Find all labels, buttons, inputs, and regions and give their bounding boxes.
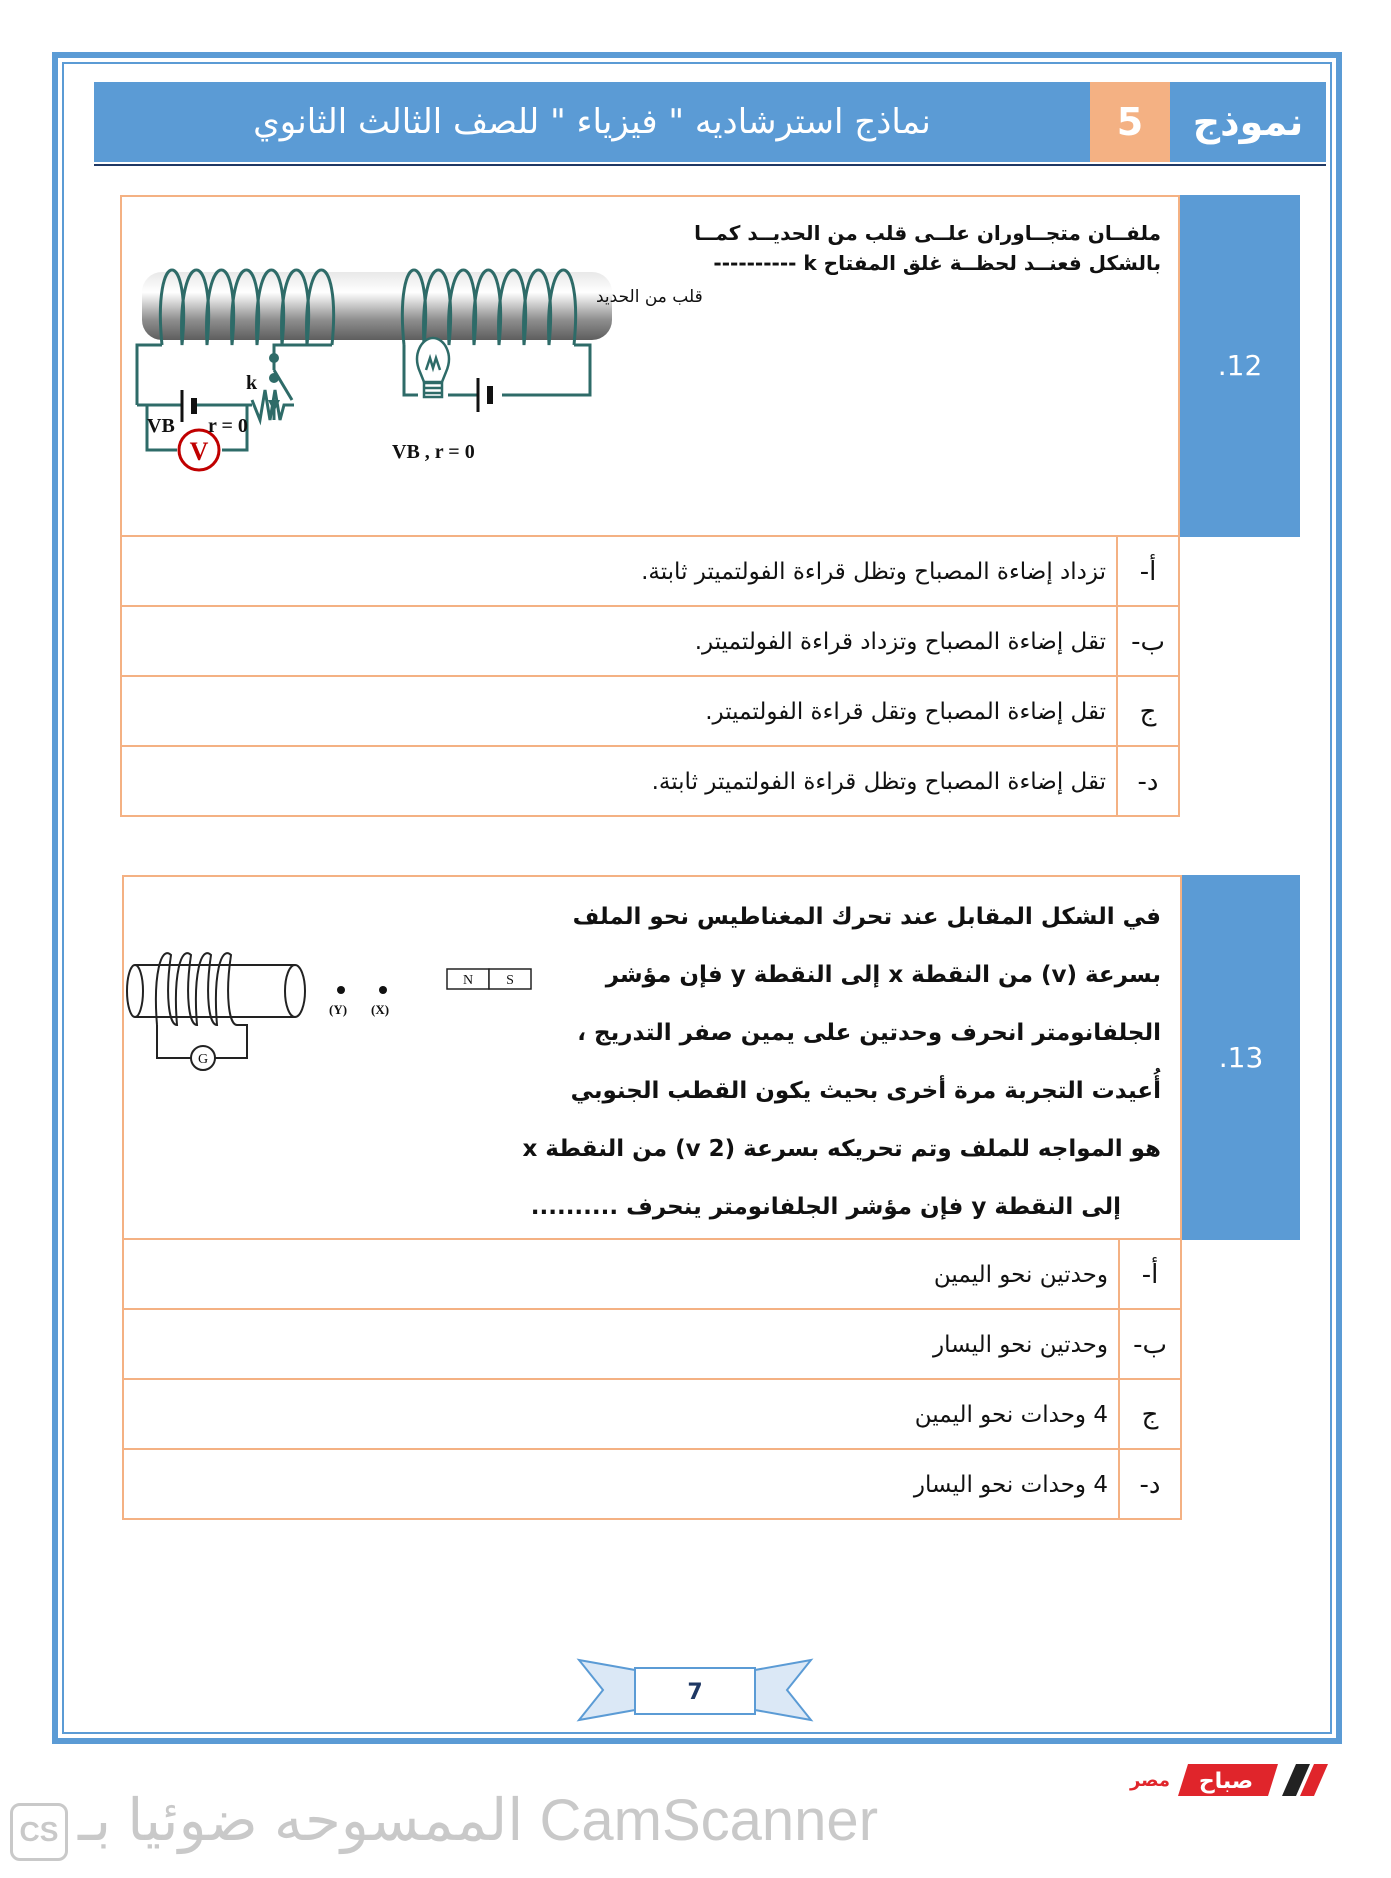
model-label: نموذج xyxy=(1170,82,1326,162)
magnet-coil-figure-13 xyxy=(125,935,565,1075)
question-13-line-6: إلى النقطة y فإن مؤشر الجلفانومتر ينحرف .......... xyxy=(530,1194,1121,1220)
question-13-line-2: بسرعة (v) من النقطة x إلى النقطة y فإن مؤشر xyxy=(605,962,1161,988)
switch-contact-top xyxy=(269,353,279,363)
question-13-option-d[interactable] xyxy=(122,1448,1182,1520)
option-letter: ج xyxy=(1116,677,1178,745)
option-letter: د- xyxy=(1116,747,1178,815)
brand-logo xyxy=(1118,1756,1338,1804)
magnet-north-label: N xyxy=(462,973,474,988)
question-12-option-c[interactable] xyxy=(120,675,1180,747)
camscanner-watermark: الممسوحه ضوئيا بـ CamScanner xyxy=(78,1788,879,1853)
battery-2-label: VB , r = 0 xyxy=(392,441,475,463)
question-13-line-4: أُعيدت التجربة مرة أخرى بحيث يكون القطب الجنوبي xyxy=(570,1078,1161,1104)
question-13-option-c[interactable] xyxy=(122,1378,1182,1450)
switch-contact-bottom xyxy=(269,373,279,383)
option-text: 4 وحدات نحو اليسار xyxy=(913,1472,1108,1498)
question-13-line-3: الجلفانومتر انحرف وحدتين على يمين صفر التدريج ، xyxy=(577,1020,1161,1046)
point-x-label: (X) xyxy=(371,1002,390,1017)
option-letter: ب- xyxy=(1118,1310,1180,1378)
question-13-line-5: هو المواجه للملف وتم تحريكه بسرعة (2 v) من النقطة x xyxy=(522,1136,1161,1162)
option-letter: أ- xyxy=(1118,1240,1180,1308)
voltmeter-label: V xyxy=(189,437,209,466)
galvanometer-label: G xyxy=(197,1052,209,1067)
iron-core-label: قلب من الحديد xyxy=(596,287,703,307)
model-number: 5 xyxy=(1090,82,1170,162)
point-x-dot xyxy=(379,986,387,994)
question-12-option-d[interactable] xyxy=(120,745,1180,817)
question-13-line-1: في الشكل المقابل عند تحرك المغناطيس نحو الملف xyxy=(572,904,1161,930)
page-number: 7 xyxy=(687,1680,703,1705)
question-12-option-b[interactable] xyxy=(120,605,1180,677)
option-text: تقل إضاءة المصباح وتظل قراءة الفولتميتر ثابتة. xyxy=(651,769,1106,795)
option-letter: أ- xyxy=(1116,537,1178,605)
option-text: تقل إضاءة المصباح وتزداد قراءة الفولتميتر. xyxy=(694,629,1106,655)
coil-windings xyxy=(156,953,237,1025)
battery-1-label: VB xyxy=(147,415,175,437)
option-letter: ج xyxy=(1118,1380,1180,1448)
option-letter: د- xyxy=(1118,1450,1180,1518)
question-12-option-a[interactable] xyxy=(120,535,1180,607)
page-header xyxy=(94,82,1326,166)
option-letter: ب- xyxy=(1116,607,1178,675)
brand-part-1: صباح xyxy=(1198,1769,1254,1794)
option-text: وحدتين نحو اليسار xyxy=(933,1332,1108,1358)
option-text: وحدتين نحو اليمين xyxy=(933,1262,1108,1288)
lamp-icon xyxy=(417,338,449,397)
battery-1-resistance-label: r = 0 xyxy=(208,415,248,437)
camscanner-logo: CS xyxy=(10,1803,68,1861)
question-13-number: .13 xyxy=(1182,875,1300,1240)
page-number-ribbon xyxy=(575,1650,815,1730)
question-13-option-a[interactable] xyxy=(122,1238,1182,1310)
point-y-dot xyxy=(337,986,345,994)
option-text: تقل إضاءة المصباح وتقل قراءة الفولتميتر. xyxy=(705,699,1106,725)
option-text: 4 وحدات نحو اليمين xyxy=(914,1402,1108,1428)
question-12-number: .12 xyxy=(1180,195,1300,537)
question-13-text xyxy=(521,888,1161,1236)
option-text: تزداد إضاءة المصباح وتظل قراءة الفولتميتر ثابتة. xyxy=(641,559,1106,585)
switch-label: k xyxy=(246,372,258,394)
question-12-line-2: بالشكل فعنــد لحظــة غلق المفتاح k ---------- xyxy=(713,251,1161,275)
brand-part-2: مصر xyxy=(1129,1770,1171,1791)
question-13-option-b[interactable] xyxy=(122,1308,1182,1380)
magnet-south-label: S xyxy=(506,973,514,988)
point-y-label: (Y) xyxy=(329,1002,348,1017)
header-title: نماذج استرشاديه " فيزياء " للصف الثالث الثانوي xyxy=(94,82,1090,162)
question-12-line-1: ملفــان متجــاوران علــى قلب من الحديــد كمــا xyxy=(694,221,1161,245)
